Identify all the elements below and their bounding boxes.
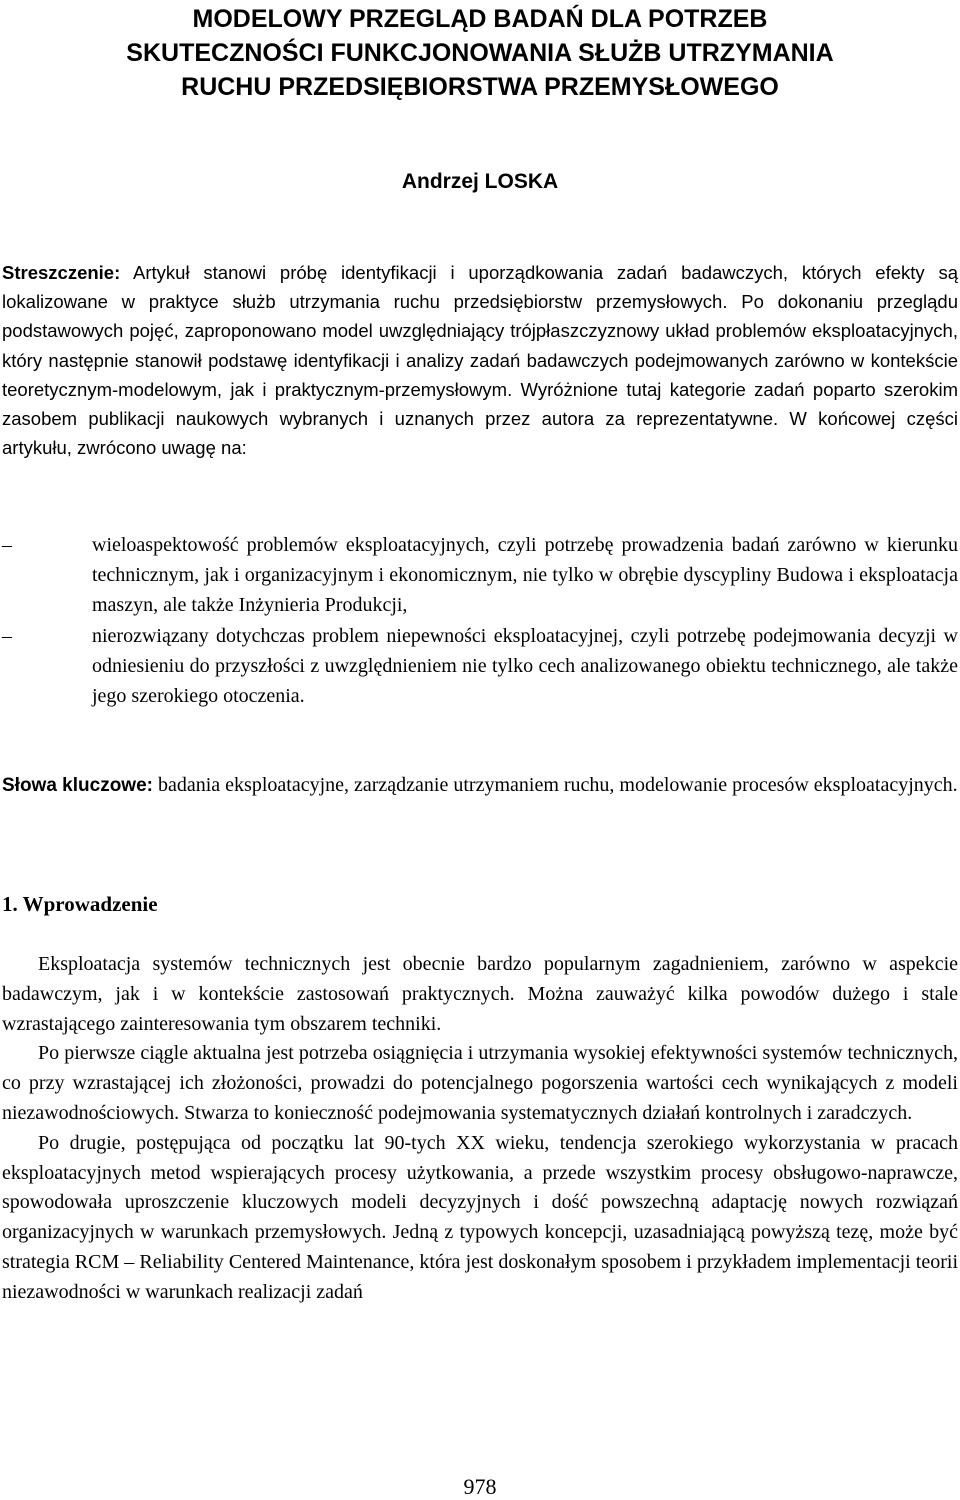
abstract-bullet-list (2, 530, 958, 711)
intro-paragraph-1: Eksploatacja systemów technicznych jest obecnie bardzo popularnym zagadnieniem, zarówno w aspekcie badawczym, jak i w kontekście zastosowań praktycznych. Można zauważyć kilka powodów dużego i stale wzrastającego zainteresowania tym obszarem techniki. (2, 953, 958, 1035)
paper-title (0, 2, 960, 104)
abstract (2, 258, 958, 462)
abstract-label: Streszczenie: (2, 262, 121, 283)
keywords-text: badania eksploatacyjne, zarządzanie utrzymaniem ruchu, modelowanie procesów eksploatacyjnych. (157, 774, 958, 796)
section-heading: 1. Wprowadzenie (2, 892, 158, 916)
author-name: Andrzej LOSKA (401, 170, 559, 193)
bullet-dash: – (2, 624, 12, 647)
keywords (2, 770, 958, 801)
abstract-bullet-1-text: wieloaspektowość problemów eksploatacyjnych, czyli potrzebę prowadzenia badań zarówno w kierunku technicznym, jak i organizacyjnym i ekonomicznym, nie tylko w obrębie dyscypliny Budowa i eksploatacja maszyn, ale także Inżynieria Produkcji, (92, 534, 958, 617)
abstract-bullet-2 (2, 621, 958, 712)
abstract-text: Artykuł stanowi próbę identyfikacji i uporządkowania zadań badawczych, których efekty są lokalizowane w praktyce służb utrzymania ruchu przedsiębiorstw przemysłowych. Po dokonaniu przeglądu podstawowych pojęć, zaproponowano model uwzględniający trójpłaszczyznowy układ problemów eksploatacyjnych, który następnie stanowił podstawę identyfikacji i analizy zadań badawczych podejmowanych zarówno w kontekście teoretycznym-modelowym, jak i praktycznym-przemysłowym. Wyróżnione tutaj kategorie zadań poparto szerokim zasobem publikacji naukowych wybranych i uznanych przez autora za reprezentatywne. W końcowej części artykułu, zwrócono uwagę na: (2, 262, 959, 459)
page-number: 978 (463, 1474, 497, 1499)
abstract-bullet-2-text: nierozwiązany dotychczas problem niepewności eksploatacyjnej, czyli potrzebę podejmowania decyzji w odniesieniu do przyszłości z uwzględnieniem nie tylko cech analizowanego obiektu technicznego, ale także jego szerokiego otoczenia. (92, 624, 958, 708)
paper-title-line-3: RUCHU PRZEDSIĘBIORSTWA PRZEMYSŁOWEGO (181, 73, 779, 101)
introduction-body (2, 950, 958, 1308)
paper-title-line-1: MODELOWY PRZEGLĄD BADAŃ DLA POTRZEB (192, 5, 768, 33)
paper-title-line-2: SKUTECZNOŚCI FUNKCJONOWANIA SŁUŻB UTRZYMANIA (126, 39, 834, 67)
intro-paragraph-3: Po drugie, postępująca od początku lat 90-tych XX wieku, tendencja szerokiego wykorzystania w pracach eksploatacyjnych metod wspierających procesy użytkowania, a przede wszystkim procesy obsługowo-naprawcze, spowodowała uproszczenie kluczowych modeli decyzyjnych i dość powszechną adaptację nowych rozwiązań organizacyjnych w warunkach przemysłowych. Jedną z typowych koncepcji, uzasadniającą powyższą tezę, może być strategia RCM – Reliability Centered Maintenance, która jest doskonałym sposobem i przykładem implementacji teorii niezawodności w warunkach realizacji zadań (2, 1131, 958, 1303)
intro-paragraph-2: Po pierwsze ciągle aktualna jest potrzeba osiągnięcia i utrzymania wysokiej efektywności systemów technicznych, co przy wzrastającej ich złożoności, prowadzi do potencjalnego pogorszenia wartości cech wynikających z modeli niezawodnościowych. Stwarza to konieczność podejmowania systematycznych działań kontrolnych i zaradczych. (2, 1042, 958, 1124)
keywords-label: Słowa kluczowe: (2, 775, 153, 796)
bullet-dash: – (2, 534, 12, 556)
abstract-bullet-1 (2, 530, 958, 621)
